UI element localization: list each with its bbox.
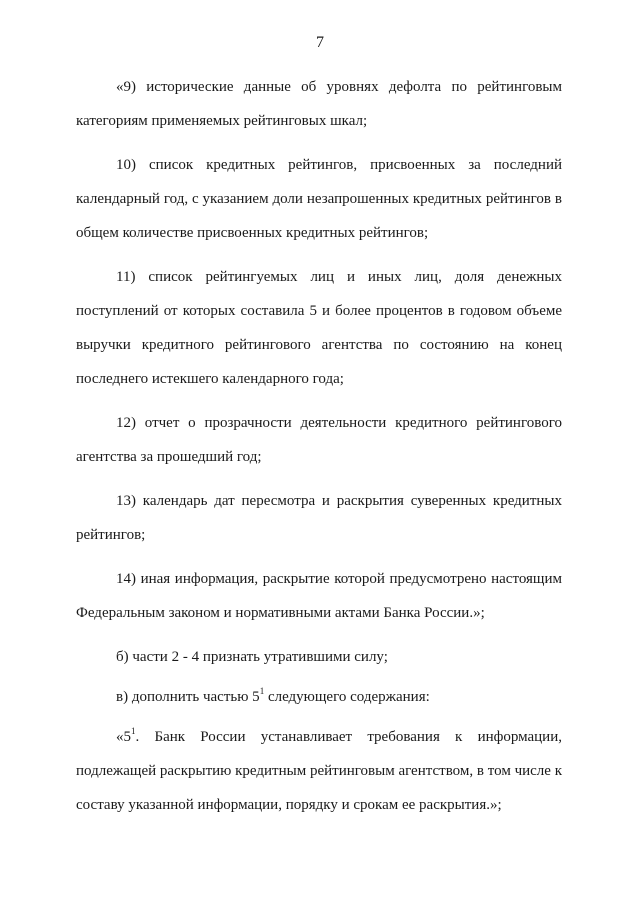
paragraph-item-12: 12) отчет о прозрачности деятельности кредитного рейтингового агентства за прошедший год; xyxy=(76,415,562,465)
paragraph-item-13: 13) календарь дат пересмотра и раскрытия суверенных кредитных рейтингов; xyxy=(76,493,562,543)
paragraph-item-11: 11) список рейтингуемых лиц и иных лиц, доля денежных поступлений от которых составила 5 и более процентов в годовом объеме выручки кредитного рейтингового агентства по состоянию на конец последнего истекшего календарного года; xyxy=(76,269,562,387)
paragraph-item-v-text: в) дополнить частью 5 xyxy=(116,689,260,705)
paragraph-item-v-tail: следующего содержания: xyxy=(264,689,430,705)
document-body xyxy=(76,70,562,832)
paragraph-item-9: «9) исторические данные об уровнях дефолта по рейтинговым категориям применяемых рейтинговых шкал; xyxy=(76,79,562,129)
superscript-1: 1 xyxy=(259,686,265,696)
paragraph-item-b: б) части 2 - 4 признать утратившими силу; xyxy=(116,649,388,665)
paragraph-item-10: 10) список кредитных рейтингов, присвоенных за последний календарный год, с указанием доли незапрошенных кредитных рейтингов в общем количестве присвоенных кредитных рейтингов; xyxy=(76,157,562,241)
page-number: 7 xyxy=(316,34,324,51)
paragraph-part-5-1-lead: «5 xyxy=(116,729,131,745)
paragraph-item-14: 14) иная информация, раскрытие которой предусмотрено настоящим Федеральным законом и нормативными актами Банка России.»; xyxy=(76,571,562,621)
paragraph-part-5-1-text: . Банк России устанавливает требования к информации, подлежащей раскрытию кредитным рейтинговым агентством, в том числе к составу указанной информации, порядку и срокам ее раскрытия.»; xyxy=(76,729,562,813)
paragraph-part-5-1 xyxy=(76,720,562,822)
paragraph-item-v xyxy=(76,680,562,714)
superscript-1: 1 xyxy=(131,726,136,736)
